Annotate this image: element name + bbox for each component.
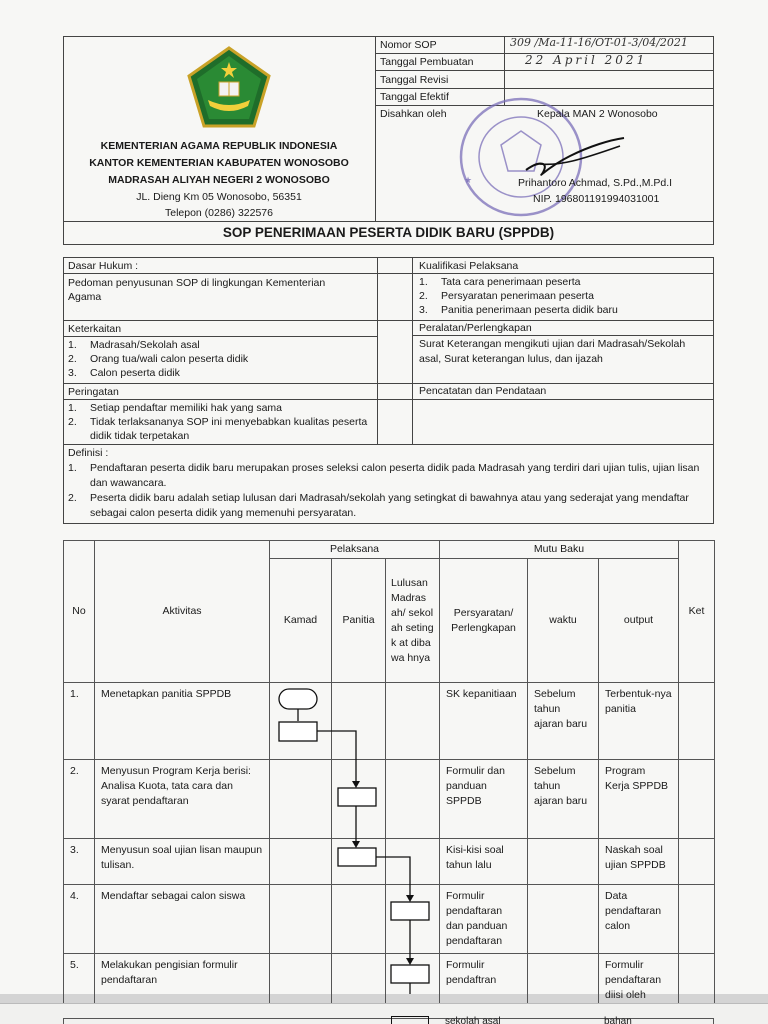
list-item: 2. Orang tua/wali calon peserta didik — [68, 353, 249, 365]
signer-name: Prihantoro Achmad, S.Pd.,M.Pd.I — [518, 177, 673, 189]
row-waktu: Sebelum tahun ajaran baru — [528, 760, 599, 839]
col-output: output — [599, 559, 679, 683]
row-no: 4. — [64, 885, 95, 954]
row-aktivitas: Melakukan pengisian formulir pendaftaran — [95, 954, 270, 1008]
row-output: Formulir pendaftaran diisi oleh — [599, 954, 679, 1008]
arrowhead — [352, 781, 360, 788]
dasar-hukum-label: Dasar Hukum : — [68, 260, 139, 272]
row-persyaratan: Formulir pendaftran — [440, 954, 528, 1008]
page2-output: bahan — [604, 1016, 632, 1024]
row-aktivitas: Menyusun soal ujian lisan maupun tulisan. — [95, 839, 270, 885]
row-persyaratan: Formulir pendaftaran dan panduan pendaftaran — [440, 885, 528, 954]
row-output: Naskah soal ujian SPPDB — [599, 839, 679, 885]
process-box — [338, 788, 376, 806]
document-page-2-edge — [0, 1003, 768, 1024]
org-name-1: KEMENTERIAN AGAMA REPUBLIK INDONESIA — [100, 140, 338, 152]
definisi-label: Definisi : — [68, 447, 109, 459]
col-panitia: Panitia — [332, 559, 386, 683]
list-item: 2. Tidak terlaksananya SOP ini menyebabkan kualitas peserta didik tidak terpetakan — [68, 416, 368, 442]
field-label-disahkan: Disahkan oleh — [380, 108, 447, 120]
page2-persyaratan: sekolah asal — [445, 1016, 501, 1024]
col-lulusan: Lulusan Madras ah/ sekolah setingk at dibawa hnya — [386, 559, 440, 683]
peralatan-label: Peralatan/Perlengkapan — [419, 322, 532, 334]
list-item: 2. Peserta didik baru adalah setiap lulusan dari Madrasah/sekolah yang setingkat di bawahnya atau yang sederajat yang mendaftar sebagai calon peserta didik yang memenuhi persyaratan. — [68, 492, 689, 519]
row-persyaratan: Formulir dan panduan SPPDB — [440, 760, 528, 839]
arrowhead — [352, 841, 360, 848]
signer-nip: NIP. 196801191994031001 — [533, 193, 660, 205]
peringatan-label: Peringatan — [68, 386, 119, 398]
dasar-hukum-text: Pedoman penyusunan SOP di lingkungan Kementerian Agama — [68, 277, 326, 303]
row-aktivitas: Menetapkan panitia SPPDB — [95, 683, 270, 760]
org-address: JL. Dieng Km 05 Wonosobo, 56351 — [136, 191, 302, 203]
col-waktu: waktu — [528, 559, 599, 683]
field-label-pembuatan: Tanggal Pembuatan — [380, 56, 474, 68]
kualifikasi-label: Kualifikasi Pelaksana — [419, 260, 519, 272]
list-item: 2. Persyaratan penerimaan peserta — [419, 290, 594, 302]
row-aktivitas: Menyusun Program Kerja berisi: Analisa Kuota, tata cara dan syarat pendaftaran — [95, 760, 270, 839]
row-aktivitas: Mendaftar sebagai calon siswa — [95, 885, 270, 954]
process-box — [338, 848, 376, 866]
row-persyaratan: SK kepanitiaan — [440, 683, 528, 760]
list-item: 1. Madrasah/Sekolah asal — [68, 339, 200, 351]
field-label-revisi: Tanggal Revisi — [380, 74, 449, 86]
col-pelaksana: Pelaksana — [270, 541, 440, 559]
row-output: Program Kerja SPPDB — [599, 760, 679, 839]
row-no: 1. — [64, 683, 95, 760]
list-item: 3. Panitia penerimaan peserta didik baru — [419, 304, 618, 316]
pencatatan-label: Pencatatan dan Pendataan — [419, 385, 547, 397]
row-waktu: Sebelum tahun ajaran baru — [528, 683, 599, 760]
connector — [376, 857, 410, 900]
process-box — [391, 902, 429, 920]
field-value-nomor: 309 /Ma-11-16/OT-01-3/04/2021 — [510, 36, 688, 49]
row-persyaratan: Kisi-kisi soal tahun lalu — [440, 839, 528, 885]
keterkaitan-label: Keterkaitan — [68, 323, 122, 335]
list-item: 1. Tata cara penerimaan peserta — [419, 276, 581, 288]
org-name-3: MADRASAH ALIYAH NEGERI 2 WONOSOBO — [108, 174, 330, 186]
col-persyaratan: Persyaratan/ Perlengkapan — [440, 559, 528, 683]
col-aktivitas: Aktivitas — [95, 541, 270, 683]
sop-title: SOP PENERIMAAN PESERTA DIDIK BARU (SPPDB) — [63, 222, 714, 245]
org-name-2: KANTOR KEMENTERIAN KABUPATEN WONOSOBO — [89, 157, 349, 169]
field-value-pembuatan: 22 April 2021 — [525, 53, 648, 67]
start-terminator — [279, 689, 317, 709]
row-output: Data pendaftaran calon — [599, 885, 679, 954]
field-label-efektif: Tanggal Efektif — [380, 91, 449, 103]
page2-process-box — [391, 1016, 429, 1024]
list-item: 1. Setiap pendaftar memiliki hak yang sama — [68, 402, 283, 414]
col-no: No — [64, 541, 95, 683]
arrowhead — [406, 958, 414, 965]
svg-text:★: ★ — [464, 176, 473, 186]
list-item: 3. Calon peserta didik — [68, 367, 180, 379]
peralatan-text: Surat Keterangan mengikuti ujian dari Madrasah/Sekolah asal, Surat keterangan lulus, dan ijazah — [419, 338, 686, 365]
org-phone: Telepon (0286) 322576 — [164, 207, 273, 219]
col-ket: Ket — [679, 541, 715, 683]
row-no: 5. — [64, 954, 95, 1008]
col-mutu-baku: Mutu Baku — [440, 541, 679, 559]
list-item: 1. Pendaftaran peserta didik baru merupakan proses seleksi calon peserta didik pada Madrasah yang terdiri dari ujian tulis, ujian lisan dan wawancara. — [68, 462, 700, 489]
col-kamad: Kamad — [270, 559, 332, 683]
row-output: Terbentuk-nya panitia — [599, 683, 679, 760]
field-label-nomor: Nomor SOP — [380, 39, 437, 51]
row-no: 2. — [64, 760, 95, 839]
process-box — [391, 965, 429, 983]
connector — [317, 731, 356, 786]
signer-title: Kepala MAN 2 Wonosobo — [537, 108, 658, 120]
process-box — [279, 722, 317, 741]
row-no: 3. — [64, 839, 95, 885]
arrowhead — [406, 895, 414, 902]
